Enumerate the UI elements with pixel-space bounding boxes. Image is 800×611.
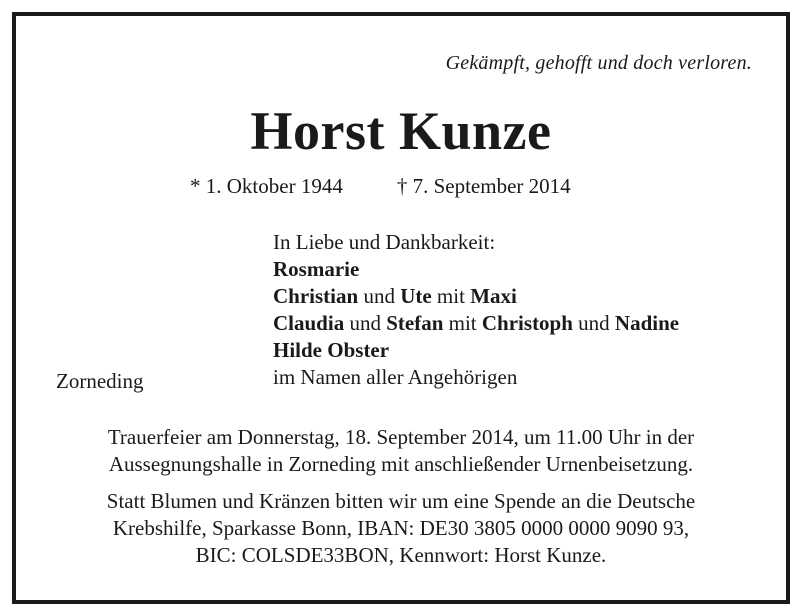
donation-info: Statt Blumen und Kränzen bitten wir um eine Spende an die Deutsche Krebshilfe, Sparkasse Bonn, IBAN: DE30 3805 0000 0000 9090 93, BIC: COLSDE33BON, Kennwort: Horst Kunze. <box>106 489 696 567</box>
obituary-frame <box>12 12 790 604</box>
ceremony-info: Trauerfeier am Donnerstag, 18. September 2014, um 11.00 Uhr in der Aussegnungshalle in Zorneding mit anschließender Urnenbeisetzung. <box>107 425 695 476</box>
mourner-line: Rosmarie <box>273 257 360 281</box>
mourners-closing: im Namen aller Angehörigen <box>273 365 518 389</box>
place: Zorneding <box>56 369 144 393</box>
mourner-line: Claudia und Stefan mit Christoph und Nadine <box>273 311 680 335</box>
death-date: † 7. September 2014 <box>396 174 571 198</box>
life-dates <box>190 174 571 199</box>
mourners-intro: In Liebe und Dankbarkeit: <box>273 230 496 254</box>
deceased-name: Horst Kunze <box>250 101 552 161</box>
mourner-line: Christian und Ute mit Maxi <box>273 284 517 308</box>
birth-date: * 1. Oktober 1944 <box>190 174 343 198</box>
motto: Gekämpft, gehofft und doch verloren. <box>445 52 752 74</box>
mourner-line: Hilde Obster <box>273 338 390 362</box>
mourners-block <box>273 229 679 391</box>
